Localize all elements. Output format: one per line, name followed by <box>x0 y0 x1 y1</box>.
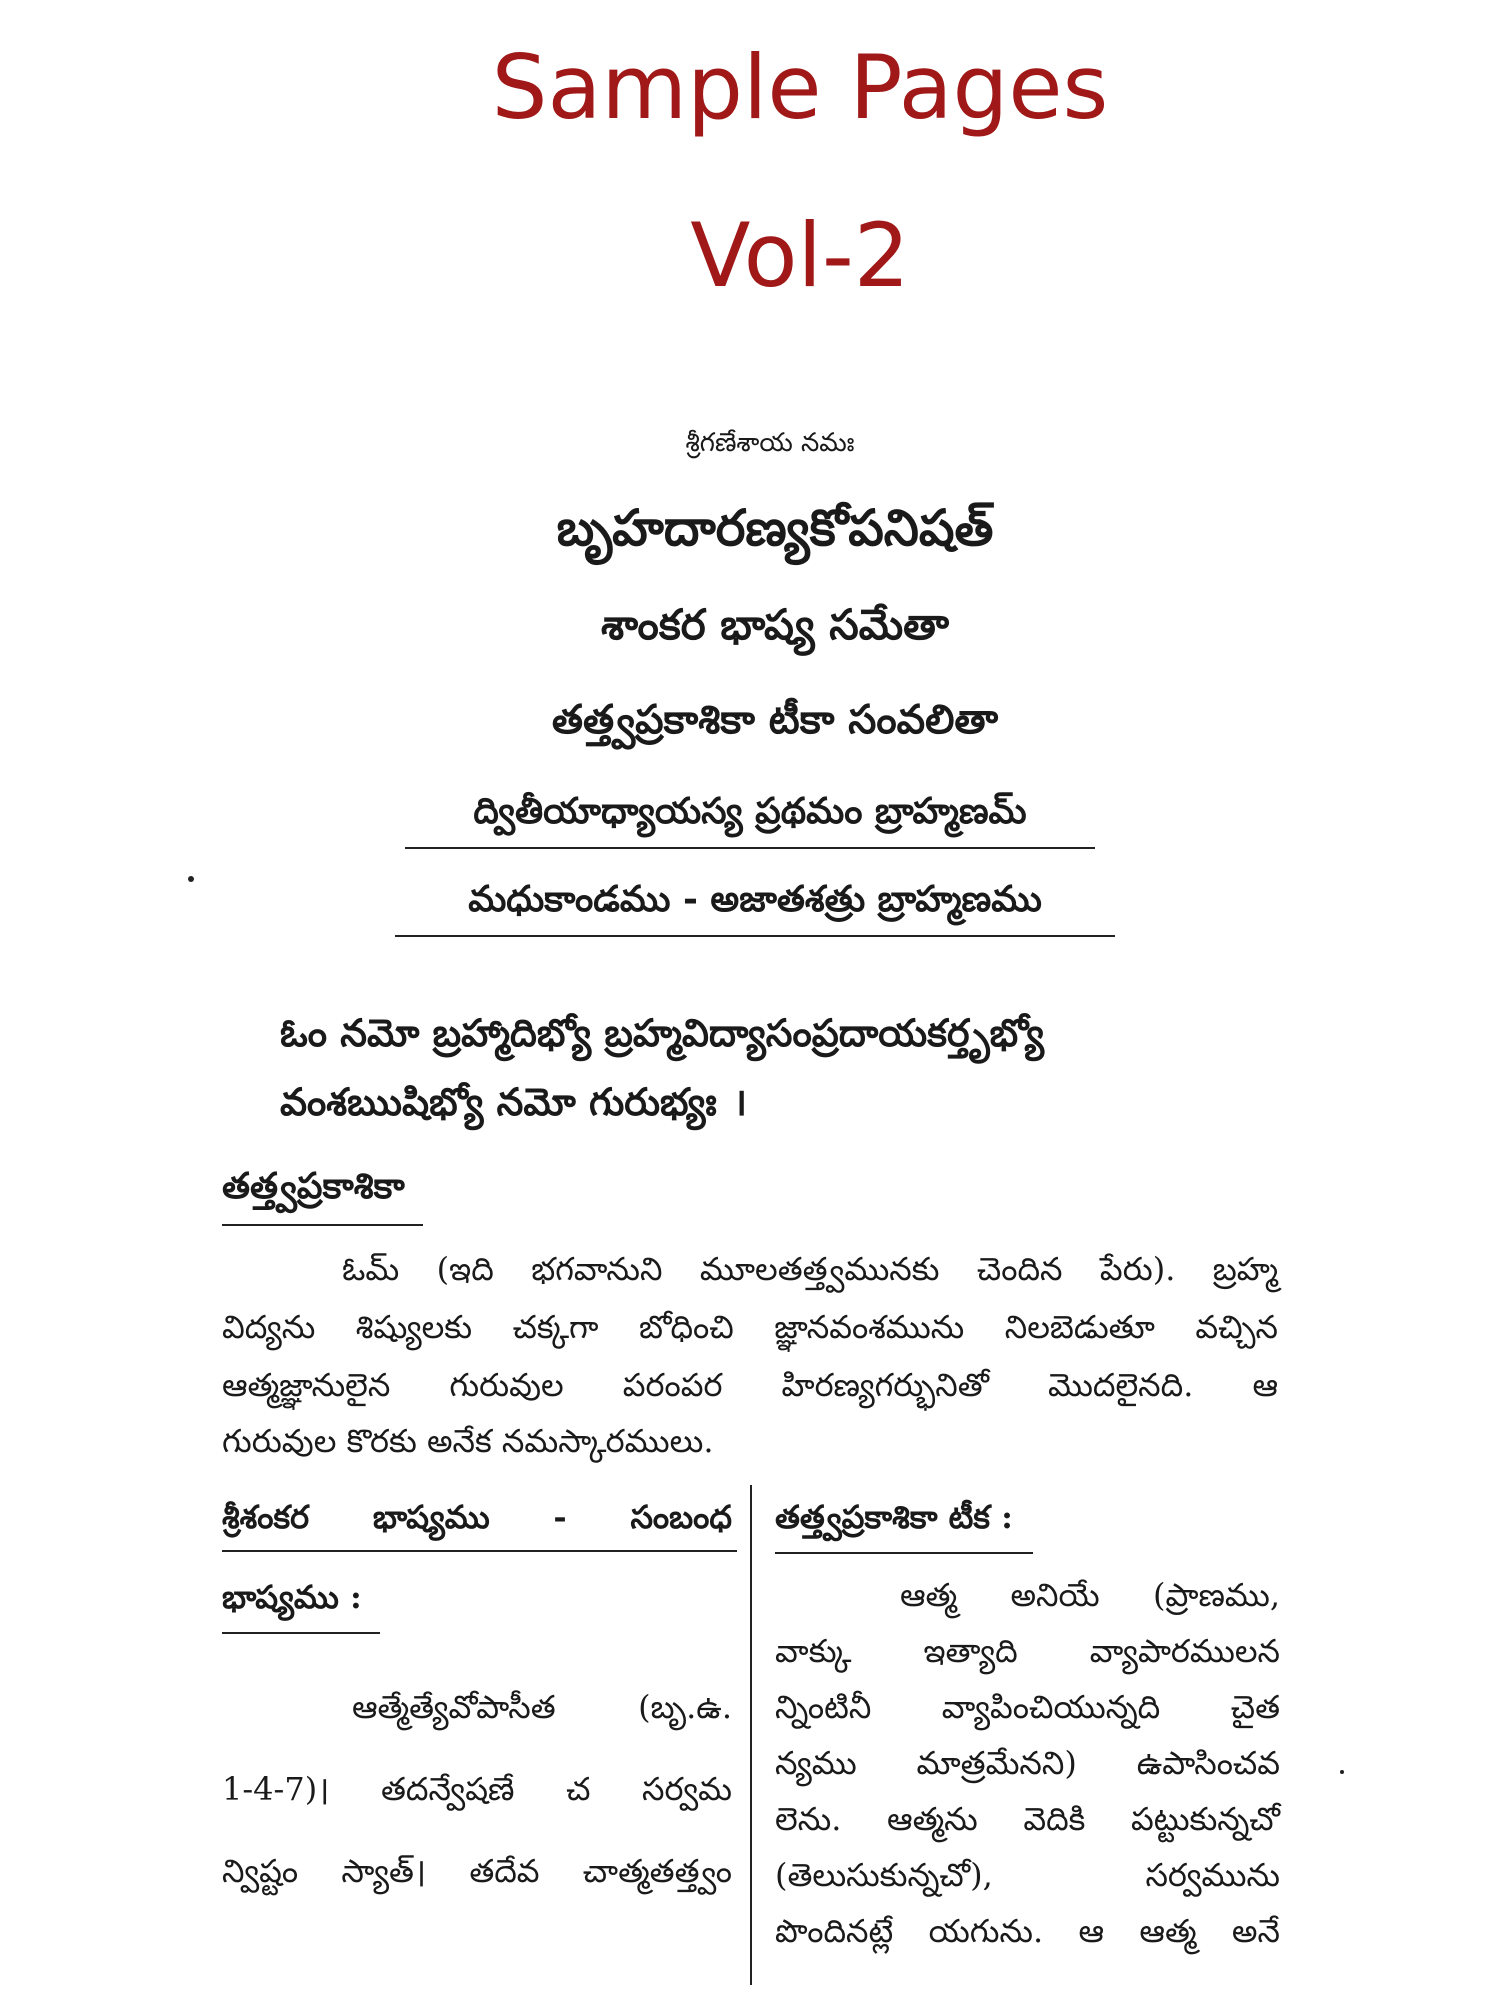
mantra-line-1: ఓం నమో బ్రహ్మాదిభ్యో బ్రహ్మవిద్యాసంప్రదాయకర్తృభ్యో <box>280 1010 1044 1055</box>
tika-line-5: లెను. ఆత్మను వెదికి పట్టుకున్నచో <box>775 1800 1280 1838</box>
bhashya-subheading: భాష్యము : <box>222 1578 380 1634</box>
mantra-line-2-text: వంశఋషిభ్యో నమో గురుభ్యః <box>280 1079 717 1124</box>
danda-mark: । <box>732 1079 748 1124</box>
commentary-line-4: గురువుల కొరకు అనేక నమస్కారములు. <box>222 1422 714 1460</box>
subtitle-tika: తత్త్వప్రకాశికా టీకా సంవలితా <box>551 696 999 743</box>
invocation: శ్రీగణేశాయ నమః <box>685 428 855 458</box>
mantra-line-2 <box>280 1075 747 1134</box>
commentary-line-2: విద్యను శిష్యులకు చక్కగా బోధించి జ్ఞానవంశమును నిలబెడుతూ వచ్చిన <box>222 1308 1278 1346</box>
bhashya-heading-part: భాష్యము <box>372 1498 490 1536</box>
subtitle-bhashya: శాంకర భాష్య సమేతా <box>600 600 950 649</box>
commentary-line-1: ఓమ్ (ఇది భగవానుని మూలతత్త్వమునకు చెందిన పేరు). బ్రహ్మ <box>342 1250 1278 1288</box>
bhashya-heading-part: సంబంధ <box>630 1498 732 1536</box>
tika-heading: తత్త్వప్రకాశికా టీక : <box>775 1498 1033 1554</box>
tattva-prakasika-heading: తత్త్వప్రకాశికా <box>222 1165 423 1226</box>
tika-line-6: (తెలుసుకున్నచో), సర్వమును <box>775 1856 1280 1894</box>
print-speck <box>188 876 194 882</box>
bhashya-line-2: 1-4-7)। తదన్వేషణే చ సర్వమ <box>222 1770 732 1808</box>
heading-underline <box>222 1550 737 1552</box>
volume-label: Vol-2 <box>690 204 910 307</box>
bhashya-heading <box>222 1498 732 1544</box>
book-title: బృహదారణ్యకోపనిషత్ <box>556 498 994 557</box>
column-divider <box>750 1485 752 1985</box>
sample-pages-title: Sample Pages <box>491 36 1109 139</box>
tika-line-7: పొందినట్లే యగును. ఆ ఆత్మ అనే <box>775 1912 1280 1950</box>
tika-line-1: ఆత్మ అనియే (ప్రాణము, <box>900 1576 1280 1614</box>
tika-line-3: న్నింటినీ వ్యాపించియున్నది చైత <box>775 1688 1280 1726</box>
chapter-heading: ద్వితీయాధ్యాయస్య ప్రథమం బ్రాహ్మణమ్ <box>405 790 1095 849</box>
tika-line-2: వాక్కు ఇత్యాది వ్యాపారములన <box>775 1632 1280 1670</box>
tika-line-4: న్యము మాత్రమేనని) ఉపాసించవ <box>775 1744 1280 1782</box>
bhashya-line-3: న్విష్టం స్యాత్। తదేవ చాత్మతత్త్వం <box>222 1852 732 1890</box>
bhashya-line-1: ఆత్మేత్యేవోపాసీత (బృ.ఉ. <box>352 1688 732 1726</box>
commentary-line-3: ఆత్మజ్ఞానులైన గురువుల పరంపర హిరణ్యగర్భునితో మొదలైనది. ఆ <box>222 1366 1278 1404</box>
section-heading: మధుకాండము - అజాతశత్రు బ్రాహ్మణము <box>395 878 1115 937</box>
bhashya-heading-part: - <box>553 1498 567 1536</box>
print-speck <box>1340 1770 1344 1774</box>
bhashya-heading-part: శ్రీశంకర <box>222 1498 310 1536</box>
